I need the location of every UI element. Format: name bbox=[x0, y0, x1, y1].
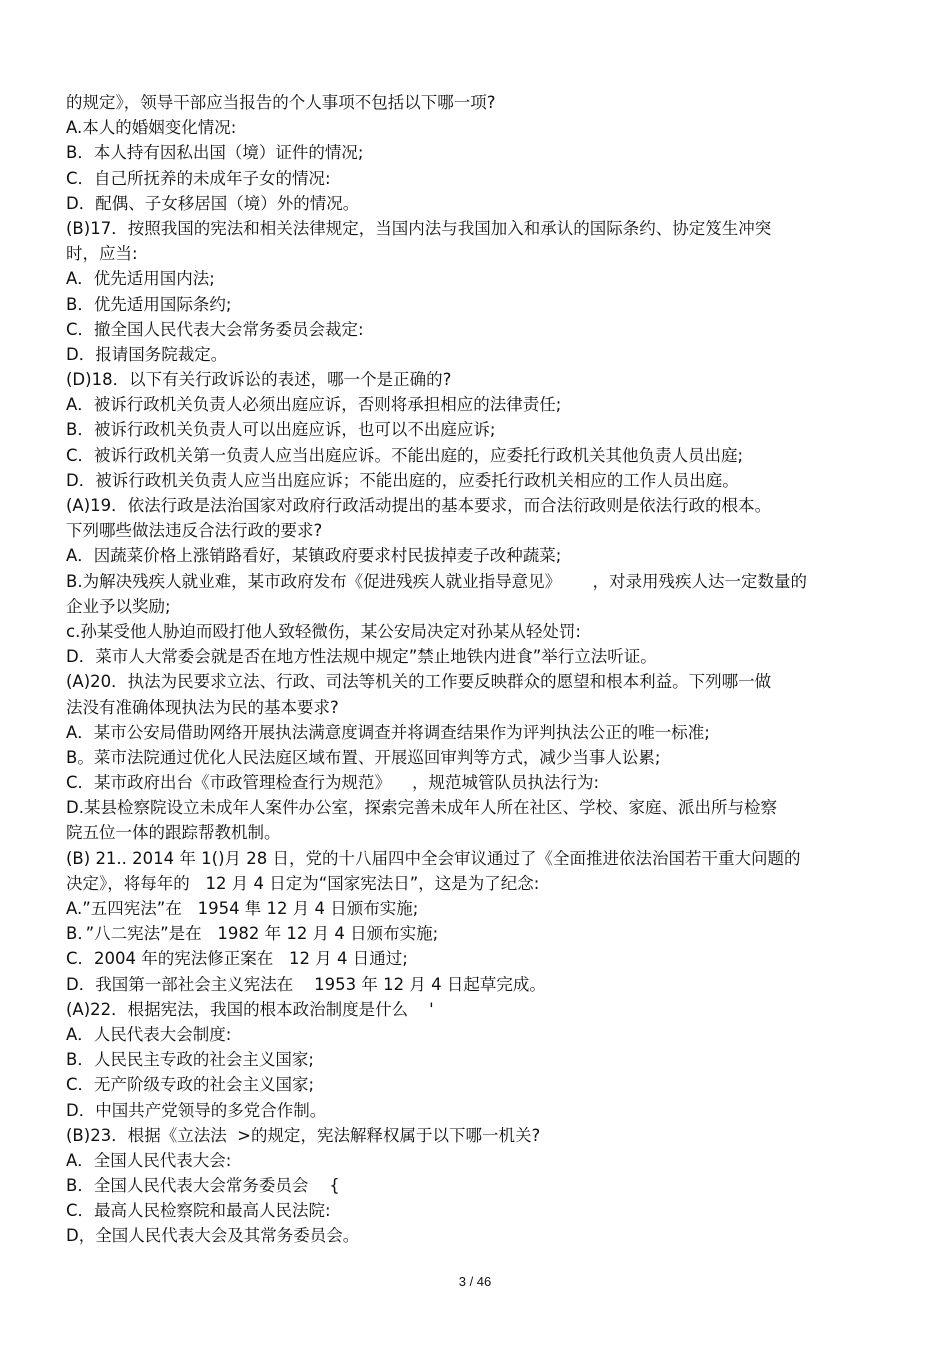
text-line: A.本人的婚姻变化情况: bbox=[66, 118, 237, 138]
text-line: D．我国第一部社会主义宪法在 1953 年 12 月 4 日起草完成。 bbox=[66, 974, 546, 994]
text-line: A．因蔬菜价格上涨销路看好，某镇政府要求村民拔掉麦子改种蔬菜; bbox=[66, 546, 562, 566]
text-line: (A)20．执法为民要求立法、行政、司法等机关的工作要反映群众的愿望和根本利益。下列哪一做 bbox=[66, 672, 772, 692]
text-line: A．被诉行政机关负责人必须出庭应诉，否则将承担相应的法律责任; bbox=[66, 395, 562, 415]
text-line: C．最高人民检察院和最高人民法院: bbox=[66, 1201, 331, 1221]
text-line: 院五位一体的跟踪帮教机制。 bbox=[66, 823, 281, 843]
text-line: (D)18．以下有关行政诉讼的表述，哪一个是正确的? bbox=[66, 370, 452, 390]
text-line: D．配偶、子女移居国（境）外的情况。 bbox=[66, 193, 360, 213]
text-line: A．人民代表大会制度: bbox=[66, 1024, 232, 1044]
text-line: A.”五四宪法”在 1954 隼 12 月 4 日颁布实施; bbox=[66, 899, 419, 918]
text-line: (B)23．根据《立法法 >的规定，宪法解释权属于以下哪一机关? bbox=[66, 1125, 541, 1145]
text-line: 下列哪些做法违反合法行政的要求? bbox=[66, 521, 323, 541]
text-line: C．某市政府出台《市政管理检查行为规范》 ，规范城管队员执法行为: bbox=[66, 773, 600, 793]
text-line: B．人民民主专政的社会主义国家; bbox=[66, 1050, 314, 1070]
page-number: 3 / 46 bbox=[458, 1274, 492, 1289]
text-line: D，全国人民代表大会及其常务委员会。 bbox=[66, 1226, 360, 1246]
text-line: D．报请国务院裁定。 bbox=[66, 344, 228, 364]
text-line: (A)19．依法行政是法治国家对政府行政活动提出的基本要求，而合法衍政则是依法行政的根本。 bbox=[66, 496, 772, 515]
text-line: (B)17．按照我国的宪法和相关法律规定，当国内法与我国加入和承认的国际条约、协定笈生冲突 bbox=[66, 218, 772, 238]
text-line: D．菜市人大常委会就是否在地方性法规中规定”禁止地铁内进食”举行立法听证。 bbox=[66, 647, 657, 667]
text-line: A．优先适用国内法; bbox=[66, 269, 215, 289]
text-line: 法没有准确体现执法为民的基本要求? bbox=[66, 697, 339, 717]
text-line: C．2004 年的宪法修正案在 12 月 4 日通过; bbox=[66, 949, 408, 969]
document-body bbox=[66, 90, 886, 1249]
text-line: c.孙某受他人胁迫而殴打他人致轻微伤，某公安局决定对孙某从轻处罚: bbox=[66, 621, 581, 641]
text-line: B.为解决残疾人就业难，某市政府发布《促进残疾人就业指导意见》 ，对录用残疾人达一定数量的 bbox=[66, 571, 808, 591]
text-line: 时，应当: bbox=[66, 244, 138, 264]
text-line: B．”八二宪法”是在 1982 年 12 月 4 日颁布实施; bbox=[66, 924, 439, 944]
text-line: D．中国共产党领导的多党合作制。 bbox=[66, 1100, 327, 1120]
text-line: C．被诉行政机关第一负责人应当出庭应诉。不能出庭的，应委托行政机关其他负责人员出庭; bbox=[66, 445, 744, 465]
text-line: B．被诉行政机关负责人可以出庭应诉，也可以不出庭应诉; bbox=[66, 420, 496, 440]
text-line: 企业予以奖励; bbox=[66, 596, 171, 616]
text-line: B。菜市法院通过优化人民法庭区域布置、开展巡回审判等方式，减少当事人讼累; bbox=[66, 747, 661, 767]
text-line: B．优先适用国际条约; bbox=[66, 294, 232, 314]
text-line: D.某县检察院设立未成年人案件办公室，探索完善未成年人所在社区、学校、家庭、派出所与检察 bbox=[66, 798, 777, 818]
text-line: (B) 21.. 2014 年 1()月 28 日，党的十八届四中全会审议通过了《全面推进依法治国若干重大问题的 bbox=[66, 848, 801, 868]
text-line: C．撤全国人民代表大会常务委员会裁定: bbox=[66, 319, 364, 339]
text-line: B．全国人民代表大会常务委员会 { bbox=[66, 1176, 340, 1196]
text-line: D．被诉行政机关负责人应当出庭应诉；不能出庭的，应委托行政机关相应的工作人员出庭。 bbox=[66, 470, 739, 490]
text-line: 决定》，将每年的 12 月 4 日定为“国家宪法日”，这是为了纪念: bbox=[66, 873, 540, 893]
text-line: C．自己所抚养的未成年子女的情况: bbox=[66, 168, 331, 188]
text-line: B．本人持有因私出国（境）证件的情况; bbox=[66, 143, 364, 163]
text-line: 的规定》，领导干部应当报告的个人事项不包括以下哪一项? bbox=[66, 93, 496, 112]
text-line: C．无产阶级专政的社会主义国家; bbox=[66, 1075, 315, 1095]
text-line: (A)22．根据宪法，我国的根本政治制度是什么 ' bbox=[66, 999, 434, 1019]
text-line: A．某市公安局借助网络开展执法满意度调查并将调查结果作为评判执法公正的唯一标准; bbox=[66, 722, 710, 742]
text-line: A．全国人民代表大会: bbox=[66, 1150, 232, 1170]
